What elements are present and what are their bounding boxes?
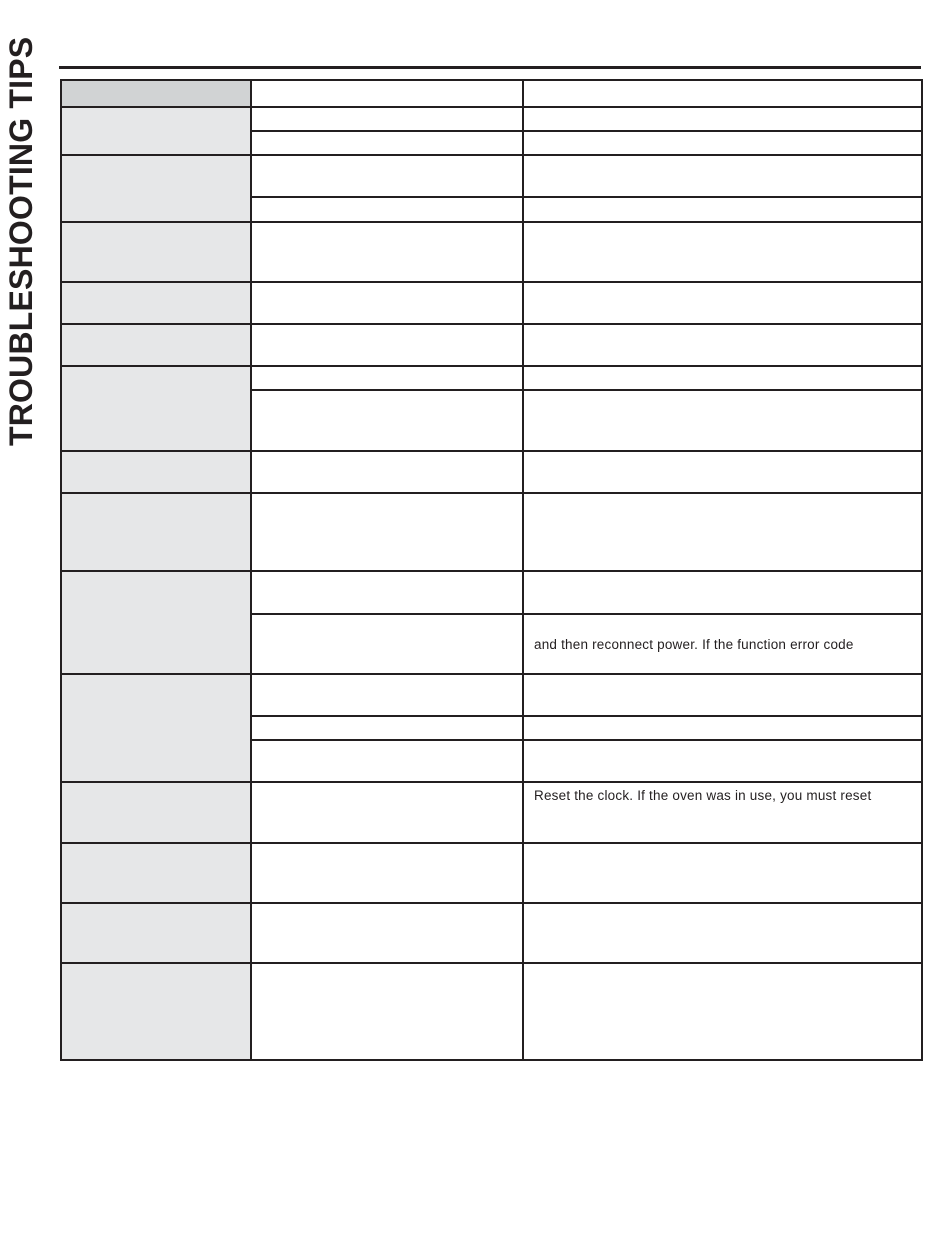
remedy-cell bbox=[523, 674, 922, 716]
table-row bbox=[61, 451, 922, 493]
problem-cell bbox=[61, 493, 251, 571]
remedy-cell bbox=[523, 451, 922, 493]
cause-cell bbox=[251, 366, 523, 390]
problem-cell bbox=[61, 571, 251, 674]
table-row bbox=[61, 782, 922, 843]
header-cell-problem bbox=[61, 80, 251, 107]
remedy-cell bbox=[523, 571, 922, 614]
cause-cell bbox=[251, 493, 523, 571]
remedy-cell bbox=[523, 282, 922, 324]
problem-cell bbox=[61, 282, 251, 324]
table-row bbox=[61, 282, 922, 324]
cause-cell bbox=[251, 155, 523, 197]
remedy-cell bbox=[523, 903, 922, 963]
remedy-cell bbox=[523, 324, 922, 366]
problem-cell bbox=[61, 451, 251, 493]
cause-cell bbox=[251, 716, 523, 740]
table-row bbox=[61, 843, 922, 903]
problem-cell bbox=[61, 155, 251, 222]
remedy-cell bbox=[523, 740, 922, 782]
table-row bbox=[61, 222, 922, 282]
cause-cell bbox=[251, 107, 523, 131]
problem-cell bbox=[61, 963, 251, 1060]
cause-cell bbox=[251, 131, 523, 155]
remedy-cell bbox=[523, 493, 922, 571]
cause-cell bbox=[251, 451, 523, 493]
troubleshooting-table bbox=[60, 79, 923, 1061]
remedy-cell bbox=[523, 131, 922, 155]
table-header-row bbox=[61, 80, 922, 107]
cause-cell bbox=[251, 740, 523, 782]
table-row bbox=[61, 963, 922, 1060]
table-row bbox=[61, 571, 922, 614]
remedy-cell bbox=[523, 366, 922, 390]
cause-cell bbox=[251, 197, 523, 222]
remedy-cell bbox=[523, 716, 922, 740]
cause-cell bbox=[251, 282, 523, 324]
cause-cell bbox=[251, 903, 523, 963]
problem-cell bbox=[61, 222, 251, 282]
table-row bbox=[61, 674, 922, 716]
cause-cell bbox=[251, 843, 523, 903]
problem-cell bbox=[61, 674, 251, 782]
table-row bbox=[61, 493, 922, 571]
section-title: TROUBLESHOOTING TIPS bbox=[3, 36, 39, 446]
table-row bbox=[61, 324, 922, 366]
problem-cell bbox=[61, 107, 251, 155]
remedy-cell bbox=[523, 197, 922, 222]
remedy-cell bbox=[523, 222, 922, 282]
problem-cell bbox=[61, 366, 251, 451]
problem-cell bbox=[61, 782, 251, 843]
cause-cell bbox=[251, 571, 523, 614]
problem-cell bbox=[61, 843, 251, 903]
table-row bbox=[61, 366, 922, 390]
table-row bbox=[61, 903, 922, 963]
table-row bbox=[61, 155, 922, 197]
cause-cell bbox=[251, 674, 523, 716]
cause-cell bbox=[251, 222, 523, 282]
problem-cell bbox=[61, 903, 251, 963]
cause-cell bbox=[251, 963, 523, 1060]
header-cell-cause bbox=[251, 80, 523, 107]
remedy-cell bbox=[523, 107, 922, 131]
problem-cell bbox=[61, 324, 251, 366]
remedy-cell bbox=[523, 843, 922, 903]
cause-cell bbox=[251, 614, 523, 674]
remedy-cell: Reset the clock. If the oven was in use, you must reset bbox=[523, 782, 922, 843]
remedy-cell: and then reconnect power. If the function error code bbox=[523, 614, 922, 674]
cause-cell bbox=[251, 324, 523, 366]
top-rule-divider bbox=[59, 66, 921, 69]
cause-cell bbox=[251, 782, 523, 843]
remedy-cell bbox=[523, 155, 922, 197]
remedy-cell bbox=[523, 963, 922, 1060]
header-cell-remedy bbox=[523, 80, 922, 107]
remedy-cell bbox=[523, 390, 922, 451]
table-row bbox=[61, 107, 922, 131]
cause-cell bbox=[251, 390, 523, 451]
